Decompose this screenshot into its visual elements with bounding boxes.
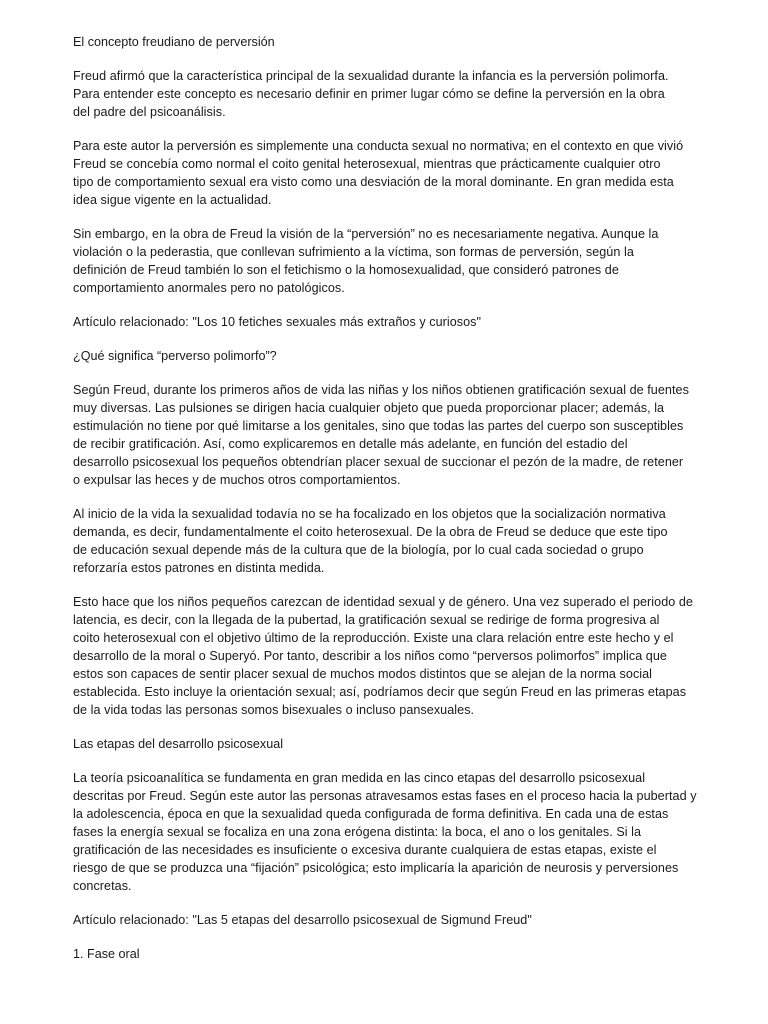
text-line: desarrollo psicosexual los pequeños obtendrían placer sexual de succionar el pezón de la madre, de retener [73,455,684,469]
paragraph-intro [73,67,705,121]
paragraph-early-life [73,505,705,577]
text-line: de recibir gratificación. Así, como explicaremos en detalle más adelante, en función del estadio del [73,437,628,451]
text-line: coito heterosexual con el objetivo último de la reproducción. Existe una clara relación entre este hecho y el [73,631,674,645]
text-line: o expulsar las heces y de muchos otros comportamientos. [73,473,401,487]
paragraph-identity [73,593,705,719]
related-article-link-etapas[interactable]: Artículo relacionado: "Las 5 etapas del desarrollo psicosexual de Sigmund Freud" [73,913,532,927]
subheading-perverso-polimorfo: ¿Qué significa “perverso polimorfo”? [73,349,277,363]
text-line: de educación sexual depende más de la cultura que de la biología, por lo cual cada sociedad o grupo [73,543,644,557]
text-line: reforzaría estos patrones en distinta medida. [73,561,325,575]
text-line: Para entender este concepto es necesario definir en primer lugar cómo se define la perversión en la obra [73,87,665,101]
text-line: Para este autor la perversión es simplemente una conducta sexual no normativa; en el contexto en que vivió [73,139,684,153]
text-line: muy diversas. Las pulsiones se dirigen hacia cualquier objeto que pueda proporcionar placer; además, la [73,401,665,415]
text-line: latencia, es decir, con la llegada de la pubertad, la gratificación sexual se redirige de forma progresiva al [73,613,660,627]
document-title: El concepto freudiano de perversión [73,35,275,49]
text-line: descritas por Freud. Según este autor las personas atravesamos estas fases en el proceso hacia la pubertad y [73,789,697,803]
text-line: Freud afirmó que la característica principal de la sexualidad durante la infancia es la perversión polimorfa. [73,69,669,83]
text-line: idea sigue vigente en la actualidad. [73,193,272,207]
paragraph-perversion-view [73,225,705,297]
text-line: Sin embargo, en la obra de Freud la visión de la “perversión” no es necesariamente negativa. Aunque la [73,227,659,241]
text-line: estimulación no tiene por qué limitarse a los genitales, sino que todas las partes del cuerpo son susceptibles [73,419,684,433]
text-line: del padre del psicoanálisis. [73,105,226,119]
text-line: comportamiento anormales pero no patológicos. [73,281,345,295]
text-line: violación o la pederastia, que conllevan sufrimiento a la víctima, son formas de perversión, según la [73,245,634,259]
text-line: Según Freud, durante los primeros años de vida las niñas y los niños obtienen gratificación sexual de fuentes [73,383,689,397]
paragraph-stages [73,769,705,895]
text-line: definición de Freud también lo son el fetichismo o la homosexualidad, que consideró patrones de [73,263,619,277]
text-line: Al inicio de la vida la sexualidad todavía no se ha focalizado en los objetos que la socialización normativa [73,507,666,521]
text-line: Freud se concebía como normal el coito genital heterosexual, mientras que prácticamente cualquier otro [73,157,661,171]
text-line: de la vida todas las personas somos bisexuales o incluso pansexuales. [73,703,475,717]
section-heading-fase-oral: 1. Fase oral [73,947,140,961]
text-line: la adolescencia, época en que la sexualidad queda configurada de forma definitiva. En cada una de estas [73,807,669,821]
text-line: desarrollo de la moral o Superyó. Por tanto, describir a los niños como “perversos polimorfos” implica que [73,649,667,663]
text-line: La teoría psicoanalítica se fundamenta en gran medida en las cinco etapas del desarrollo psicosexual [73,771,646,785]
text-line: riesgo de que se produzca una “fijación” psicológica; esto implicaría la aparición de neurosis y perversiones [73,861,679,875]
text-line: Esto hace que los niños pequeños carezcan de identidad sexual y de género. Una vez superado el periodo de [73,595,693,609]
text-line: fases la energía sexual se focaliza en una zona erógena distinta: la boca, el ano o los genitales. Si la [73,825,642,839]
text-line: estos son capaces de sentir placer sexual de muchos modos distintos que se alejan de la norma social [73,667,653,681]
related-article-link-fetiches[interactable]: Artículo relacionado: "Los 10 fetiches sexuales más extraños y curiosos" [73,315,482,329]
text-line: establecida. Esto incluye la orientación sexual; así, podríamos decir que según Freud en las primeras etapas [73,685,687,699]
text-line: tipo de comportamiento sexual era visto como una desviación de la moral dominante. En gran medida esta [73,175,674,189]
text-line: gratificación de las necesidades es insuficiente o excesiva durante cualquiera de estas etapas, existe el [73,843,657,857]
document-page [73,33,705,979]
paragraph-definition [73,137,705,209]
text-line: demanda, es decir, fundamentalmente el coito heterosexual. De la obra de Freud se deduce que este tipo [73,525,668,539]
text-line: concretas. [73,879,132,893]
subheading-etapas: Las etapas del desarrollo psicosexual [73,737,284,751]
paragraph-gratification [73,381,705,489]
